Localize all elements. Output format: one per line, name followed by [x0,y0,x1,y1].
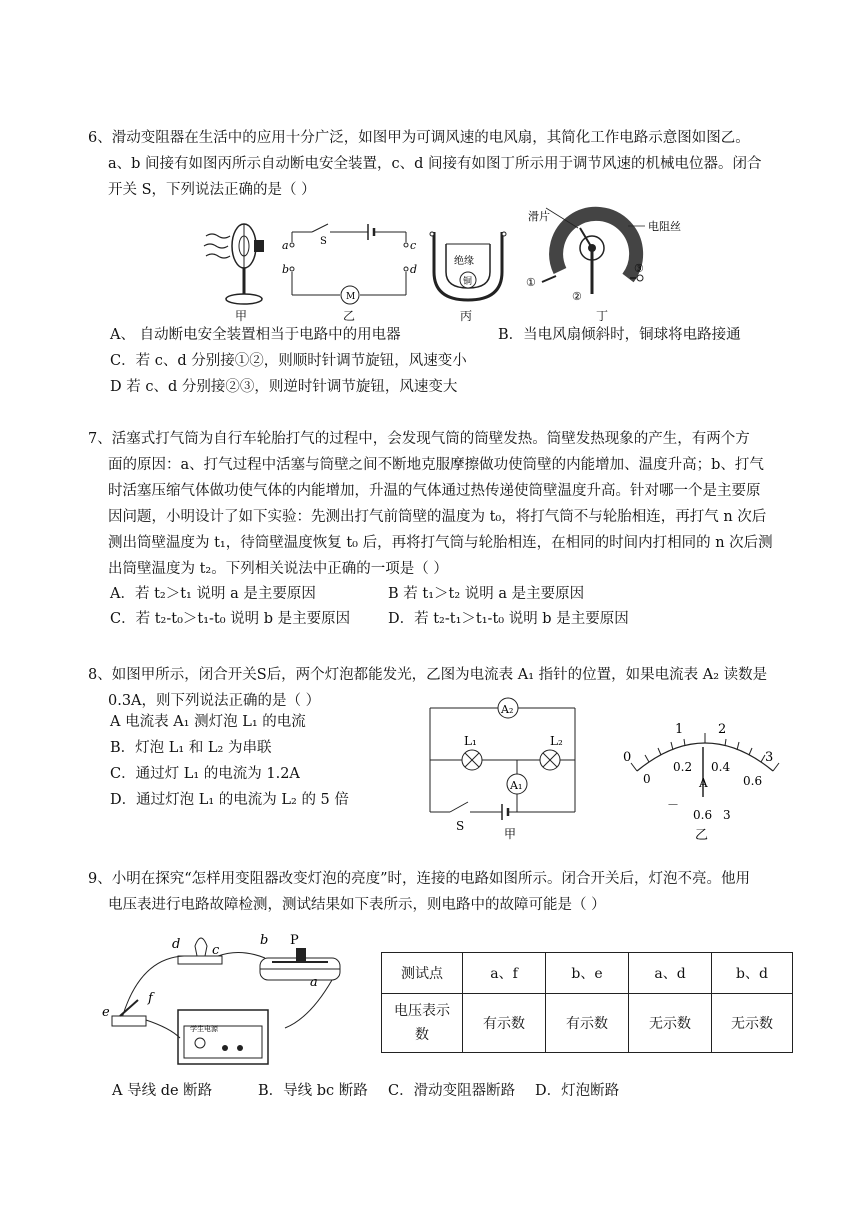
q6-label-jia: 甲 [235,309,248,323]
q8-dial-bottom-04: 0.4 [711,760,731,774]
q7-stem-line1: 7、活塞式打气筒为自行车轮胎打气的过程中，会发现气筒的筒壁发热。筒壁发热现象的产生，有两个方 [88,431,750,447]
q9-option-c[interactable]: C．滑动变阻器断路 [388,1083,516,1099]
q9-stem-line2: 电压表进行电路故障检测，测试结果如下表所示，则电路中的故障可能是（ ） [108,897,606,913]
q8-label-yi: 乙 [695,828,709,843]
q8-lamp-l2-label: L₂ [550,734,563,748]
q6-terminal-3: ③ [634,262,644,275]
q9-table-cell: 有示数 [463,994,546,1053]
q9-option-a[interactable]: A 导线 de 断路 [112,1083,213,1099]
q6-node-c: c [410,239,417,252]
q8-ammeter-dial [615,715,795,847]
q9-table-data-row [382,994,793,1053]
q9-option-d[interactable]: D．灯泡断路 [535,1083,620,1099]
q6-safety-device-figure [424,222,514,307]
q8-option-d[interactable]: D．通过灯泡 L₁ 的电流为 L₂ 的 5 倍 [110,792,349,808]
q8-switch-label: S [456,819,465,833]
q9-table-header-cell: 测试点 [382,953,463,994]
q6-fan-figure [200,216,280,321]
q6-switch-label: S [320,236,327,247]
q8-label-jia: 甲 [504,827,517,841]
q8-option-c[interactable]: C．通过灯 L₁ 的电流为 1.2A [110,766,300,782]
q8-dial-bottom-06: 0.6 [743,774,763,788]
question-7 [88,426,788,582]
q8-ammeter-a1-label: A₁ [510,779,523,792]
q9-table-header-cell: a、f [463,953,546,994]
q9-table-header-row [382,953,793,994]
q8-terminal-06: 0.6 [693,808,713,822]
q9-point-d: d [172,937,181,952]
q8-stem-line1: 8、如图甲所示，闭合开关S后，两个灯泡都能发光，乙图为电流表 A₁ 指针的位置，如果电流表 A₂ 读数是 [88,667,768,683]
q6-option-a[interactable]: A、 自动断电安全装置相当于电路中的用电器 [110,327,401,343]
q6-label-yi: 乙 [343,309,356,323]
q9-option-b[interactable]: B．导线 bc 断路 [258,1083,368,1099]
q8-dial-bottom-0: 0 [643,772,651,786]
q6-insulate-label: 绝缘 [454,256,474,267]
q6-slider-label: 滑片 [528,210,550,223]
q6-wire-label: 电阻丝 [648,220,681,233]
q6-label-ding: 丁 [596,309,609,323]
q8-circuit-figure [420,690,590,845]
q6-motor-label: M [346,292,356,302]
question-9 [88,866,788,918]
q8-dial-top-0: 0 [623,750,632,765]
q8-ammeter-a2-label: A₂ [501,703,514,716]
q6-node-a: a [282,239,289,252]
q6-node-d: d [410,263,418,276]
q9-circuit-sketch [100,928,365,1073]
q8-dial-bottom-02: 0.2 [673,760,693,774]
q9-table-row-label: 电压表示数 [382,994,463,1053]
q9-table-header-cell: b、d [712,953,793,994]
q7-stem-line2: 面的原因：a、打气过程中活塞与筒壁之间不断地克服摩擦做功使筒壁的内能增加、温度升高；b、打气 [108,457,764,473]
q6-stem-line2: a、b 间接有如图丙所示自动断电安全装置，c、d 间接有如图丁所示用于调节风速的机械电位器。闭合 [108,156,762,172]
q9-table-cell: 无示数 [629,994,712,1053]
q7-stem-line5: 测出筒壁温度为 t₁，待筒壁温度恢复 t₀ 后，再将打气筒与轮胎相连，在相同的时间内打相同的 n 次后测 [108,535,773,551]
q8-dial-top-3: 3 [765,750,774,765]
q6-node-b: b [282,263,290,276]
q7-option-b[interactable]: B 若 t₁＞t₂ 说明 a 是主要原因 [388,586,585,602]
q6-option-b[interactable]: B．当电风扇倾斜时，铜球将电路接通 [498,327,741,343]
question-6 [88,125,788,203]
q9-test-table [381,952,793,1053]
q9-point-a: a [310,975,318,990]
q6-option-c[interactable]: C．若 c、d 分别接①②，则顺时针调节旋钮，风速变小 [110,353,467,369]
q8-terminal-minus: － [667,798,680,812]
q9-table-header-cell: b、e [546,953,629,994]
q7-option-d[interactable]: D．若 t₂-t₁＞t₁-t₀ 说明 b 是主要原因 [388,611,629,627]
q9-point-e: e [102,1005,110,1020]
q9-slider-p: P [290,933,299,948]
q9-point-b: b [260,933,269,948]
q6-stem-line1: 6、滑动变阻器在生活中的应用十分广泛，如图甲为可调风速的电风扇，其简化工作电路示意图如图乙。 [88,130,750,146]
q8-option-a[interactable]: A 电流表 A₁ 测灯泡 L₁ 的电流 [110,714,306,730]
q9-stem-line1: 9、小明在探究“怎样用变阻器改变灯泡的亮度”时，连接的电路如图所示。闭合开关后，灯泡不亮。他用 [88,871,751,887]
q9-table-cell: 无示数 [712,994,793,1053]
q7-stem-line6: 出筒壁温度为 t₂。下列相关说法中正确的一项是（ ） [108,561,448,577]
q8-dial-pointer-a: A [699,776,708,790]
q8-stem-line2: 0.3A，则下列说法正确的是（ ） [108,693,321,709]
q6-copper-label: 铜 [463,277,473,287]
q6-option-d[interactable]: D 若 c、d 分别接②③，则逆时针调节旋钮，风速变大 [110,379,458,395]
q9-point-f: f [148,991,153,1006]
q9-table-header-cell: a、d [629,953,712,994]
q6-terminal-1: ① [526,276,536,289]
q6-potentiometer-figure [520,206,690,311]
q9-table-cell: 有示数 [546,994,629,1053]
q8-dial-top-2: 2 [718,722,727,737]
q6-stem-line3: 开关 S，下列说法正确的是（ ） [108,182,316,198]
q7-option-a[interactable]: A．若 t₂＞t₁ 说明 a 是主要原因 [110,586,316,602]
q7-option-c[interactable]: C．若 t₂-t₀＞t₁-t₀ 说明 b 是主要原因 [110,611,351,627]
q7-stem-line3: 时活塞压缩气体做功使气体的内能增加，升温的气体通过热传递使筒壁温度升高。针对哪一个是主要原 [108,483,761,499]
q7-stem-line4: 因问题，小明设计了如下实验：先测出打气前筒壁的温度为 t₀，将打气筒不与轮胎相连，再打气 n 次后 [108,509,767,525]
q6-label-bing: 丙 [460,309,473,323]
q8-option-b[interactable]: B．灯泡 L₁ 和 L₂ 为串联 [110,740,272,756]
q9-power-label: 学生电源 [190,1025,218,1033]
q6-circuit-figure [280,220,420,310]
q8-terminal-3: 3 [723,808,731,822]
q8-dial-top-1: 1 [675,722,684,737]
q6-terminal-2: ② [572,290,582,303]
q8-lamp-l1-label: L₁ [464,734,477,748]
q9-point-c: c [212,943,220,958]
